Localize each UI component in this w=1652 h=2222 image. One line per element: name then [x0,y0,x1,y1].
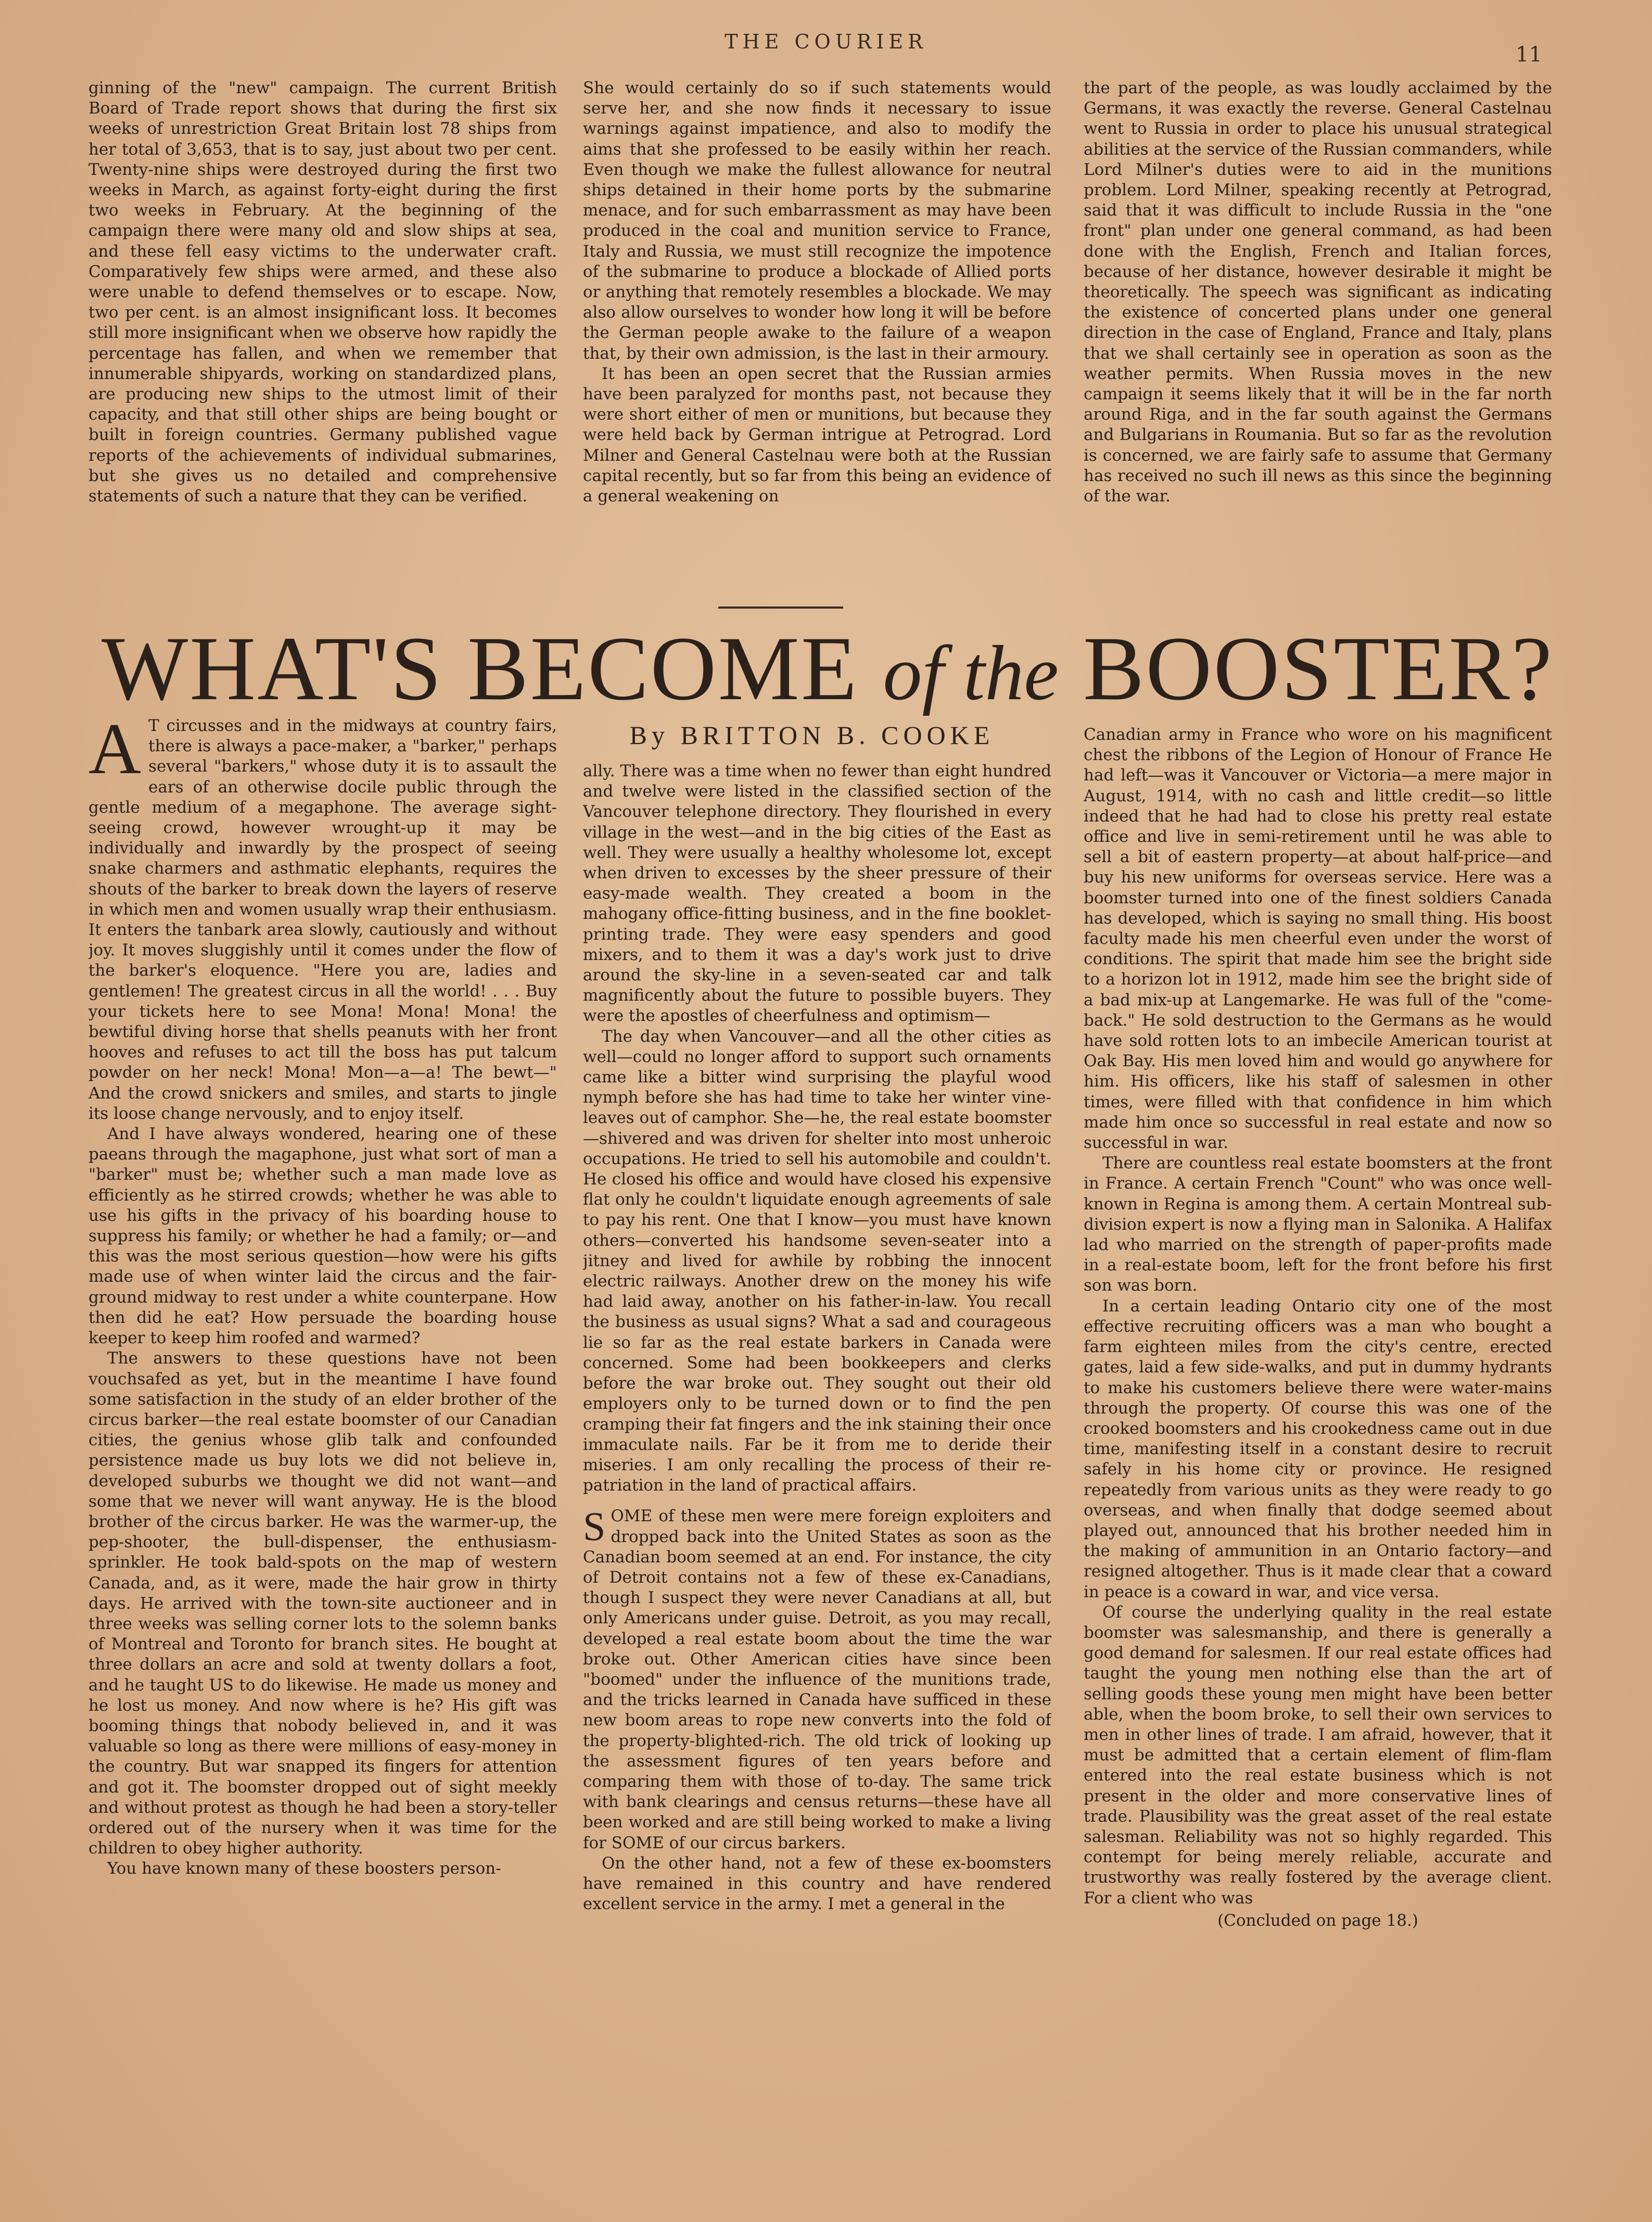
top-column-2 [583,78,1051,599]
paragraph: Of course the underlying quality in the real estate boomster was salesmanship, and there is generally a good demand for salesmen. If our real estate offices had taught the young men nothing else than the art of selling goods these young men might have been better able, when the boom broke, to sell their own services to men in other lines of trade. I am afraid, however, that it must be admitted that a certain element of flim-flam entered into the real estate business which is not present in the older and more conservative lines of trade. Plausibility was the great asset of the real estate salesman. Reliability was not so highly regarded. This contempt for being merely reliable, accurate and trustworthy was really fostered by the average client. For a client who was [1084,1602,1552,1908]
paragraph: And I have always wondered, hearing one of these paeans through the magaphone, just what sort of man a "barker" must be; whether such a man made love as efficiently as he stirred crowds; whether he was able to use his gifts in the privacy of his boarding house to suppress his family; or whether he had a family; or—and this was the most serious question—how were his gifts made use of when winter laid the circus and the fair-ground midway to rest under a white counterpane. How then did he eat? How persuade the boarding house keeper to keep him roofed and warmed? [88,1125,557,1348]
paragraph: On the other hand, not a few of these ex-boomsters have remained in this country and have rendered excellent service in the army. I met a general in the [583,1853,1051,1914]
paragraph: ginning of the "new" campaign. The current British Board of Trade report shows that during the first six weeks of unrestriction Great Britain lost 78 ships from her total of 3,653, that is to say, just about two per cent. Twenty-nine ships were destroyed during the first two weeks in March, as against forty-eight during the first two weeks in February. At the beginning of the campaign there were many old and slow ships at sea, and these fell easy victims to the underwater craft. Comparatively few ships were armed, and these also were unable to defend themselves or to escape. Now, two per cent. is an almost insignificant loss. It becomes still more insignificant when we observe how rapidly the percentage has fallen, and when we remember that innumerable shipyards, working on standardized plans, are producing new ships to the utmost limit of their capacity, and that still other ships are being bought or built in foreign countries. Germany published vague reports of the achievements of individual submarines, but she gives us no detailed and comprehensive statements of such a nature that they can be verified. [88,79,557,506]
byline: By BRITTON B. COOKE [629,721,995,750]
page-number: 11 [1516,43,1542,67]
headline-italic: of the [883,630,1059,716]
article-column-1 [88,716,557,2174]
article-column-3 [1084,725,1552,2182]
section-divider [718,607,843,609]
drop-cap: A [88,716,142,789]
paragraph: Canadian army in France who wore on his magnificent chest the ribbons of the Legion of Honour of France He had left—was it Vancouver or Victoria—a mere major in August, 1914, with no cash and little credit—so little indeed that he had had to close his pretty real estate office and live in semi-retirement until he was able to sell a bit of eastern property—at about half-price—and buy his new uniforms for overseas service. Here was a boomster turned into one of the finest soldiers Canada has developed, which is saying no small thing. His boost faculty made his men cheerful even under the worst of conditions. The spirit that made him see the bright side to a horizon lot in 1912, made him see the bright side of a bad mix-up at Langemarke. He was full of the "come-back." He sold destruction to the Germans as he would have sold rotten lots to an imbecile American tourist at Oak Bay. His men loved him and would go anywhere for him. His officers, like his staff of salesmen in other times, were filled with that confidence in him which made him once so successful in real estate and now so successful in war. [1084,725,1552,1153]
drop-cap: S [583,1504,606,1549]
running-head: THE COURIER [725,30,927,53]
article-column-2 [583,761,1051,2177]
paragraph: ally. There was a time when no fewer than eight hundred and twelve were listed in the classified section of the Vancouver telephone directory. They flourished in every village in the west—and in the big cities of the East as well. They were usually a healthy wholesome lot, except when driven to excesses by the sheer pressure of their easy-made wealth. They created a boom in the mahogany office-fitting business, and in the fine booklet-printing trade. They were easy spenders and good mixers, and to them it was a day's work just to drive around the sky-line in a seven-seated car and talk magnificently about the future to possible buyers. They were the apostles of cheerfulness and optimism— [583,762,1051,1026]
top-column-1 [88,78,557,599]
paragraph: It has been an open secret that the Russian armies have been paralyzed for months past, not because they were short either of men or munitions, but because they were held back by German intrigue at Petrograd. Lord Milner and General Castelnau were both at the Russian capital recently, but so far from this being an evidence of a general weakening on [583,364,1051,506]
paragraph: OME of these men were mere foreign exploiters and dropped back into the United States as soon as the Canadian boom seemed at an end. For instance, the city of Detroit contains not a few of these ex-Canadians, though I suspect they were never Canadians at all, but only Americans under guise. Detroit, as you may recall, developed a real estate boom about the time the war broke out. Other American cities have since been "boomed" under the influence of the munitions trade, and the tricks learned in Canada have sufficed in these new boom areas to rope new converts into the fold of the property-blighted-rich. The old trick of looking up the assessment figures of ten years before and comparing them with those of to-day. The same trick with bank clearings and census returns—these have all been worked and are still being worked to make a living for SOME of our circus barkers. [583,1507,1051,1852]
headline-part-1: WHAT'S BECOME [101,618,883,719]
paragraph: The answers to these questions have not been vouchsafed as yet, but in the meantime I have found some satisfaction in the study of an elder brother of the circus barker—the real estate boomster of our Canadian cities, the genius whose glib talk and confounded persistence made us buy lots we did not believe in, developed suburbs we thought we did not want—and some that we never will want anyway. He is the blood brother of the circus barker. He was the warmer-up, the pep-shooter, the bull-dispenser, the enthusiasm-sprinkler. He took bald-spots on the map of western Canada, and, as it were, made the hair grow in thirty days. He arrived with the town-site auctioneer and in three weeks was selling corner lots to the solemn banks of Montreal and Toronto for branch sites. He bought at three dollars an acre and sold at twenty dollars a foot, and he taught US to do likewise. He made us money and he lost us money. And now where is he? His gift was booming things that nobody believed in, and it was valuable so long as there were millions of easy-money in the country. But war snapped its fingers for attention and got it. The boomster dropped out of sight meekly and without protest as though he had been a story-teller ordered out of the nursery when it was time for the children to obey higher authority. [88,1349,557,1858]
article-headline [88,614,1567,724]
paragraph: You have known many of these boosters person- [107,1859,501,1878]
paragraph: She would certainly do so if such statements would serve her, and she now finds it necessary to issue warnings against impatience, and also to modify the aims that she professed to be easily within her reach. Even though we make the fullest allowance for neutral ships detained in their home ports by the submarine menace, and for such embarrassment as may have been produced in the coal and munition service to France, Italy and Russia, we must still recognize the impotence of the submarine to produce a blockade of Allied ports or anything that remotely resembles a blockade. We may also allow ourselves to wonder how long it will be before the German people awake to the failure of a weapon that, by their own admission, is the last in their armoury. [583,79,1051,363]
paragraph: In a certain leading Ontario city one of the most effective recruiting officers was a man who bought a farm eighteen miles from the city's centre, erected gates, laid a few side-walks, and put in dummy hydrants to make his customers believe there were water-mains through the property. Of course this was one of the crooked boomsters and his crookedness came out in due time, manifesting itself in a constant desire to recruit safely in his home city or province. He resigned repeatedly from various units as they were ready to go overseas, and when finally that dodge seemed about played out, announced that his brother needed him in the making of ammunition in an Ontario factory—and resigned altogether. Thus is it made clear that a coward in peace is a coward in war, and vice versa. [1084,1296,1552,1601]
headline-part-2: BOOSTER? [1058,618,1554,719]
paragraph: There are countless real estate boomsters at the front in France. A certain French "Count" who was once well-known in Regina is among them. A certain Montreal sub-division expert is now a flying man in Salonika. A Halifax lad who married on the strength of paper-profits made in a real-estate boom, left for the front before his first son was born. [1084,1154,1552,1295]
continuation-note: (Concluded on page 18.) [1217,1911,1418,1930]
top-column-3 [1084,78,1552,599]
paragraph: The day when Vancouver—and all the other cities as well—could no longer afford to support such ornaments came like a bitter wind surprising the playful wood nymph before she has had time to take her winter vine-leaves out of camphor. She—he, the real estate boomster—shivered and was driven for shelter into most unheroic occupations. He tried to sell his automobile and couldn't. He closed his office and would have closed his expensive flat only he couldn't liquidate enough agreements of sale to pay his rent. One that I know—you must have known others—converted his handsome seven-seater into a jitney and lived for awhile by robbing the innocent electric railways. Another drew on the money his wife had laid away, another on his father-in-law. You recall the business as usual signs? What a sad and courageous lie so far as the real estate barkers in Canada were concerned. Some had been bookkeepers and clerks before the war broke out. They sought out their old employers only to be turned down or to find the pen cramping their fat fingers and the ink staining their once immaculate nails. Far be it from me to deride their miseries. I am only recalling the process of their re-patriation in the land of practical affairs. [583,1027,1051,1495]
paragraph: T circusses and in the midways at country fairs, there is always a pace-maker, a "barker," perhaps several "barkers," whose duty it is to assault the ears of an otherwise docile public through the gentle medium of a megaphone. The average sight-seeing crowd, however wrought-up it may be individually and inwardly by the prospect of seeing snake charmers and asthmatic elephants, requires the shouts of the barker to break down the layers of reserve in which men and women usually wrap their enthusiasm. It enters the tanbark area slowly, cautiously and without joy. It moves sluggishly until it comes under the flow of the barker's eloquence. "Here you are, ladies and gentlemen! The greatest circus in all the world! . . . Buy your tickets here to see Mona! Mona! Mona! the bewtiful diving horse that shells peanuts with her front hooves and refuses to act till the boss has put talcum powder on her neck! Mona! Mon—a—a! The bewt—" And the crowd snickers and smiles, and starts to jingle its loose change nervously, and to enjoy itself. [88,716,557,1123]
paragraph: the part of the people, as was loudly acclaimed by the Germans, it was exactly the reverse. General Castelnau went to Russia in order to place his unusual strategical abilities at the service of the Russian commanders, while Lord Milner's duties were to aid in the munitions problem. Lord Milner, speaking recently at Petrograd, said that it was difficult to include Russia in the "one front" plan under one general command, as had been done with the English, French and Italian forces, because of her distance, however desirable it might be theoretically. The speech was significant as indicating the existence of concerted plans under one general direction in the case of England, France and Italy, plans that we shall certainly see in operation as soon as the weather permits. When Russia moves in the new campaign it seems likely that it will be in the far north around Riga, and in the far south against the Germans and Bulgarians in Roumania. But so far as the revolution is concerned, we are fairly safe to assume that Germany has received no such ill news as this since the beginning of the war. [1084,79,1552,506]
